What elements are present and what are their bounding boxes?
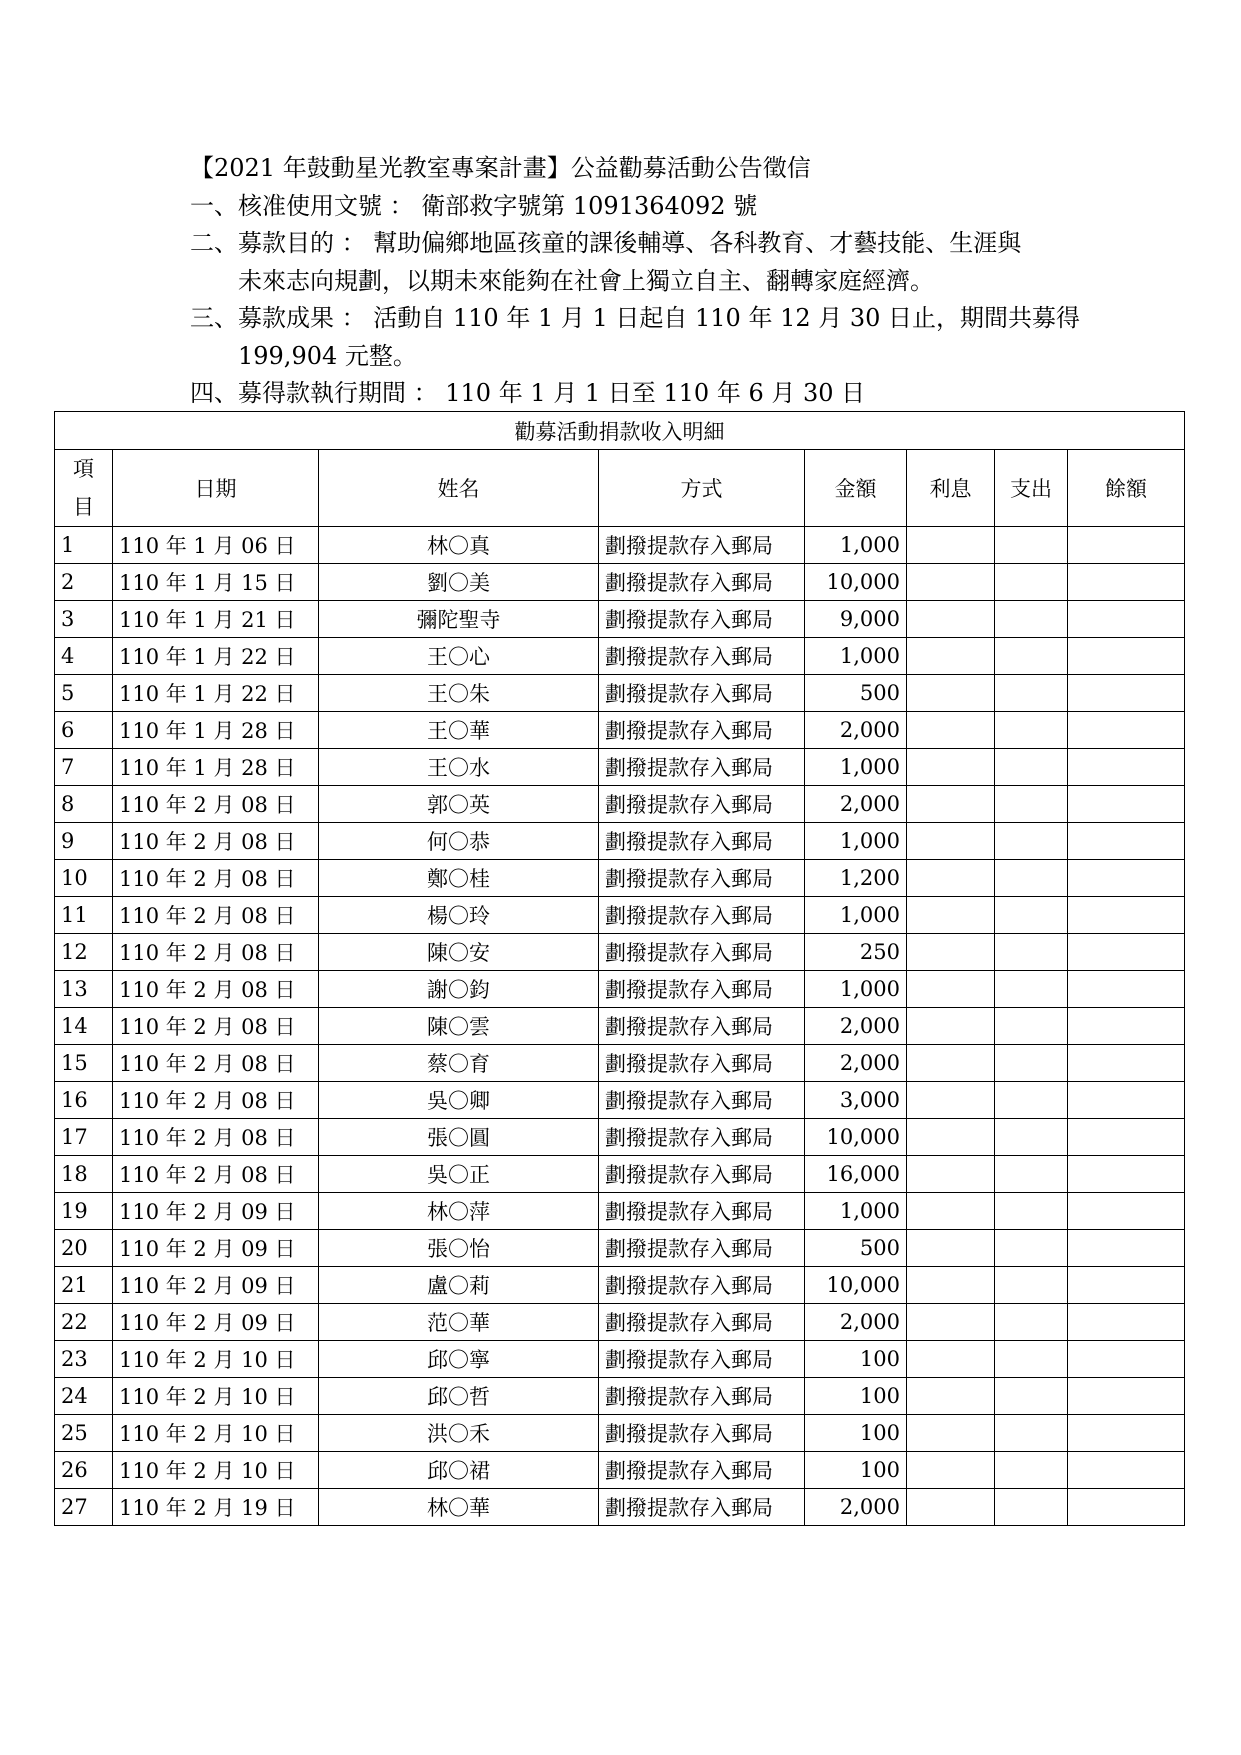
cell-item-number: 18 xyxy=(55,1156,113,1193)
cell-method: 劃撥提款存入郵局 xyxy=(599,1156,805,1193)
cell-donor-name: 張〇圓 xyxy=(319,1119,599,1156)
cell-balance xyxy=(1068,1489,1185,1526)
header-expense: 支出 xyxy=(995,450,1068,527)
cell-balance xyxy=(1068,1193,1185,1230)
cell-item-number: 17 xyxy=(55,1119,113,1156)
cell-date: 110 年 2 月 09 日 xyxy=(113,1193,319,1230)
cell-balance xyxy=(1068,601,1185,638)
cell-expense xyxy=(995,860,1068,897)
cell-method: 劃撥提款存入郵局 xyxy=(599,564,805,601)
table-row xyxy=(55,1304,1185,1341)
cell-interest xyxy=(907,860,995,897)
cell-expense xyxy=(995,934,1068,971)
cell-interest xyxy=(907,897,995,934)
cell-expense xyxy=(995,749,1068,786)
cell-amount: 2,000 xyxy=(805,1304,907,1341)
header-item-line1: 項 xyxy=(73,457,94,481)
table-row xyxy=(55,638,1185,675)
table-row xyxy=(55,897,1185,934)
table-caption: 勸募活動捐款收入明細 xyxy=(55,412,1185,450)
cell-method: 劃撥提款存入郵局 xyxy=(599,712,805,749)
purpose-line: 二、募款目的 ： 幫助偏鄉地區孩童的課後輔導、各科教育、才藝技能、生涯與 xyxy=(190,229,1022,257)
cell-expense xyxy=(995,1119,1068,1156)
table-row xyxy=(55,1008,1185,1045)
cell-item-number: 8 xyxy=(55,786,113,823)
cell-method: 劃撥提款存入郵局 xyxy=(599,1452,805,1489)
cell-amount: 250 xyxy=(805,934,907,971)
cell-amount: 10,000 xyxy=(805,564,907,601)
cell-amount: 1,000 xyxy=(805,527,907,564)
cell-interest xyxy=(907,749,995,786)
cell-method: 劃撥提款存入郵局 xyxy=(599,934,805,971)
cell-balance xyxy=(1068,971,1185,1008)
cell-amount: 1,000 xyxy=(805,749,907,786)
cell-method: 劃撥提款存入郵局 xyxy=(599,675,805,712)
donation-income-table xyxy=(54,411,1185,1526)
cell-donor-name: 吳〇正 xyxy=(319,1156,599,1193)
cell-item-number: 14 xyxy=(55,1008,113,1045)
cell-balance xyxy=(1068,1156,1185,1193)
cell-date: 110 年 2 月 09 日 xyxy=(113,1304,319,1341)
cell-expense xyxy=(995,1193,1068,1230)
cell-interest xyxy=(907,712,995,749)
cell-interest xyxy=(907,1156,995,1193)
cell-item-number: 9 xyxy=(55,823,113,860)
cell-amount: 100 xyxy=(805,1378,907,1415)
cell-expense xyxy=(995,1230,1068,1267)
cell-balance xyxy=(1068,1267,1185,1304)
header-method: 方式 xyxy=(599,450,805,527)
cell-balance xyxy=(1068,749,1185,786)
cell-donor-name: 林〇萍 xyxy=(319,1193,599,1230)
cell-donor-name: 邱〇裙 xyxy=(319,1452,599,1489)
cell-balance xyxy=(1068,1008,1185,1045)
header-date: 日期 xyxy=(113,450,319,527)
cell-date: 110 年 2 月 08 日 xyxy=(113,934,319,971)
cell-date: 110 年 2 月 09 日 xyxy=(113,1230,319,1267)
cell-method: 劃撥提款存入郵局 xyxy=(599,971,805,1008)
cell-amount: 3,000 xyxy=(805,1082,907,1119)
cell-amount: 16,000 xyxy=(805,1156,907,1193)
cell-balance xyxy=(1068,564,1185,601)
cell-interest xyxy=(907,564,995,601)
cell-date: 110 年 1 月 28 日 xyxy=(113,712,319,749)
cell-amount: 500 xyxy=(805,675,907,712)
table-body xyxy=(55,527,1185,1526)
cell-item-number: 16 xyxy=(55,1082,113,1119)
cell-expense xyxy=(995,1452,1068,1489)
cell-interest xyxy=(907,1489,995,1526)
cell-item-number: 19 xyxy=(55,1193,113,1230)
cell-date: 110 年 1 月 22 日 xyxy=(113,675,319,712)
cell-item-number: 3 xyxy=(55,601,113,638)
cell-balance xyxy=(1068,860,1185,897)
notice-title: 【2021 年鼓動星光教室專案計畫】公益勸募活動公告徵信 xyxy=(190,154,811,182)
cell-method: 劃撥提款存入郵局 xyxy=(599,1045,805,1082)
cell-method: 劃撥提款存入郵局 xyxy=(599,1082,805,1119)
cell-donor-name: 郭〇英 xyxy=(319,786,599,823)
table-row xyxy=(55,1489,1185,1526)
cell-donor-name: 楊〇玲 xyxy=(319,897,599,934)
cell-date: 110 年 2 月 08 日 xyxy=(113,860,319,897)
cell-method: 劃撥提款存入郵局 xyxy=(599,1008,805,1045)
cell-expense xyxy=(995,1378,1068,1415)
cell-amount: 2,000 xyxy=(805,1489,907,1526)
cell-date: 110 年 1 月 28 日 xyxy=(113,749,319,786)
cell-balance xyxy=(1068,1082,1185,1119)
table-row xyxy=(55,527,1185,564)
cell-amount: 1,000 xyxy=(805,897,907,934)
table-row xyxy=(55,1267,1185,1304)
cell-expense xyxy=(995,1008,1068,1045)
cell-expense xyxy=(995,897,1068,934)
cell-donor-name: 王〇華 xyxy=(319,712,599,749)
cell-balance xyxy=(1068,1378,1185,1415)
cell-balance xyxy=(1068,675,1185,712)
cell-donor-name: 陳〇安 xyxy=(319,934,599,971)
cell-expense xyxy=(995,1045,1068,1082)
cell-expense xyxy=(995,1082,1068,1119)
cell-balance xyxy=(1068,897,1185,934)
cell-amount: 2,000 xyxy=(805,786,907,823)
table-row xyxy=(55,1415,1185,1452)
cell-item-number: 13 xyxy=(55,971,113,1008)
cell-method: 劃撥提款存入郵局 xyxy=(599,1119,805,1156)
cell-expense xyxy=(995,786,1068,823)
cell-amount: 100 xyxy=(805,1341,907,1378)
cell-date: 110 年 2 月 10 日 xyxy=(113,1378,319,1415)
cell-item-number: 27 xyxy=(55,1489,113,1526)
cell-item-number: 21 xyxy=(55,1267,113,1304)
cell-interest xyxy=(907,1045,995,1082)
table-row xyxy=(55,601,1185,638)
cell-donor-name: 吳〇卿 xyxy=(319,1082,599,1119)
cell-amount: 9,000 xyxy=(805,601,907,638)
cell-method: 劃撥提款存入郵局 xyxy=(599,1378,805,1415)
cell-date: 110 年 2 月 10 日 xyxy=(113,1452,319,1489)
table-row xyxy=(55,971,1185,1008)
cell-method: 劃撥提款存入郵局 xyxy=(599,527,805,564)
cell-date: 110 年 2 月 09 日 xyxy=(113,1267,319,1304)
cell-item-number: 11 xyxy=(55,897,113,934)
cell-interest xyxy=(907,1378,995,1415)
cell-interest xyxy=(907,1193,995,1230)
cell-method: 劃撥提款存入郵局 xyxy=(599,749,805,786)
cell-date: 110 年 1 月 15 日 xyxy=(113,564,319,601)
cell-balance xyxy=(1068,1045,1185,1082)
header-interest: 利息 xyxy=(907,450,995,527)
cell-interest xyxy=(907,1304,995,1341)
header-balance: 餘額 xyxy=(1068,450,1185,527)
table-row xyxy=(55,860,1185,897)
table-row xyxy=(55,675,1185,712)
table-row xyxy=(55,1119,1185,1156)
cell-donor-name: 彌陀聖寺 xyxy=(319,601,599,638)
cell-method: 劃撥提款存入郵局 xyxy=(599,786,805,823)
header-amount: 金額 xyxy=(805,450,907,527)
cell-balance xyxy=(1068,786,1185,823)
cell-balance xyxy=(1068,1415,1185,1452)
cell-date: 110 年 1 月 06 日 xyxy=(113,527,319,564)
cell-item-number: 23 xyxy=(55,1341,113,1378)
cell-date: 110 年 2 月 08 日 xyxy=(113,1045,319,1082)
cell-expense xyxy=(995,527,1068,564)
header-name: 姓名 xyxy=(319,450,599,527)
cell-donor-name: 范〇華 xyxy=(319,1304,599,1341)
cell-item-number: 22 xyxy=(55,1304,113,1341)
cell-method: 劃撥提款存入郵局 xyxy=(599,1304,805,1341)
cell-item-number: 1 xyxy=(55,527,113,564)
cell-interest xyxy=(907,1452,995,1489)
cell-donor-name: 何〇恭 xyxy=(319,823,599,860)
cell-date: 110 年 2 月 08 日 xyxy=(113,786,319,823)
cell-donor-name: 鄭〇桂 xyxy=(319,860,599,897)
purpose-line-continued: 未來志向規劃，以期未來能夠在社會上獨立自主、翻轉家庭經濟。 xyxy=(238,266,934,295)
cell-item-number: 25 xyxy=(55,1415,113,1452)
table-row xyxy=(55,1452,1185,1489)
cell-amount: 10,000 xyxy=(805,1119,907,1156)
cell-interest xyxy=(907,1341,995,1378)
cell-expense xyxy=(995,1415,1068,1452)
cell-interest xyxy=(907,1415,995,1452)
cell-method: 劃撥提款存入郵局 xyxy=(599,1230,805,1267)
cell-donor-name: 張〇怡 xyxy=(319,1230,599,1267)
cell-amount: 100 xyxy=(805,1452,907,1489)
cell-amount: 500 xyxy=(805,1230,907,1267)
cell-donor-name: 盧〇莉 xyxy=(319,1267,599,1304)
table-row xyxy=(55,712,1185,749)
cell-item-number: 20 xyxy=(55,1230,113,1267)
cell-donor-name: 洪〇禾 xyxy=(319,1415,599,1452)
cell-balance xyxy=(1068,712,1185,749)
cell-method: 劃撥提款存入郵局 xyxy=(599,897,805,934)
cell-date: 110 年 2 月 08 日 xyxy=(113,897,319,934)
cell-date: 110 年 2 月 19 日 xyxy=(113,1489,319,1526)
cell-donor-name: 蔡〇育 xyxy=(319,1045,599,1082)
cell-balance xyxy=(1068,823,1185,860)
cell-expense xyxy=(995,1267,1068,1304)
cell-date: 110 年 2 月 08 日 xyxy=(113,1156,319,1193)
cell-interest xyxy=(907,786,995,823)
cell-expense xyxy=(995,1489,1068,1526)
header-item xyxy=(55,450,113,527)
cell-donor-name: 邱〇哲 xyxy=(319,1378,599,1415)
notice-section xyxy=(190,150,1081,413)
cell-balance xyxy=(1068,1230,1185,1267)
cell-item-number: 15 xyxy=(55,1045,113,1082)
table-row xyxy=(55,1082,1185,1119)
cell-expense xyxy=(995,1156,1068,1193)
cell-interest xyxy=(907,675,995,712)
cell-amount: 1,000 xyxy=(805,823,907,860)
execution-period-line: 四、募得款執行期間 ： 110 年 1 月 1 日至 110 年 6 月 30 日 xyxy=(190,379,866,407)
cell-interest xyxy=(907,638,995,675)
cell-donor-name: 劉〇美 xyxy=(319,564,599,601)
cell-balance xyxy=(1068,527,1185,564)
cell-expense xyxy=(995,1341,1068,1378)
cell-interest xyxy=(907,971,995,1008)
cell-expense xyxy=(995,823,1068,860)
cell-item-number: 7 xyxy=(55,749,113,786)
cell-interest xyxy=(907,1008,995,1045)
cell-balance xyxy=(1068,1452,1185,1489)
table-row xyxy=(55,786,1185,823)
cell-donor-name: 林〇真 xyxy=(319,527,599,564)
cell-expense xyxy=(995,675,1068,712)
cell-date: 110 年 2 月 10 日 xyxy=(113,1341,319,1378)
cell-amount: 1,000 xyxy=(805,638,907,675)
cell-expense xyxy=(995,564,1068,601)
cell-interest xyxy=(907,527,995,564)
cell-interest xyxy=(907,1267,995,1304)
cell-method: 劃撥提款存入郵局 xyxy=(599,601,805,638)
cell-amount: 1,000 xyxy=(805,1193,907,1230)
cell-donor-name: 林〇華 xyxy=(319,1489,599,1526)
cell-interest xyxy=(907,601,995,638)
cell-method: 劃撥提款存入郵局 xyxy=(599,860,805,897)
cell-amount: 10,000 xyxy=(805,1267,907,1304)
table-row xyxy=(55,1378,1185,1415)
cell-amount: 2,000 xyxy=(805,1008,907,1045)
cell-expense xyxy=(995,1304,1068,1341)
cell-method: 劃撥提款存入郵局 xyxy=(599,1489,805,1526)
cell-method: 劃撥提款存入郵局 xyxy=(599,1267,805,1304)
table-row xyxy=(55,823,1185,860)
cell-date: 110 年 2 月 08 日 xyxy=(113,1082,319,1119)
cell-interest xyxy=(907,1082,995,1119)
cell-expense xyxy=(995,638,1068,675)
cell-date: 110 年 1 月 21 日 xyxy=(113,601,319,638)
cell-method: 劃撥提款存入郵局 xyxy=(599,1193,805,1230)
header-item-line2: 目 xyxy=(73,495,94,519)
cell-date: 110 年 2 月 08 日 xyxy=(113,1008,319,1045)
cell-date: 110 年 2 月 08 日 xyxy=(113,1119,319,1156)
result-line: 三、募款成果 ： 活動自 110 年 1 月 1 日起自 110 年 12 月 30 日止，期間共募得 xyxy=(190,304,1081,332)
table-row xyxy=(55,1156,1185,1193)
cell-balance xyxy=(1068,1119,1185,1156)
table-header-row xyxy=(55,450,1185,527)
cell-donor-name: 王〇水 xyxy=(319,749,599,786)
cell-amount: 1,200 xyxy=(805,860,907,897)
cell-item-number: 4 xyxy=(55,638,113,675)
cell-date: 110 年 2 月 10 日 xyxy=(113,1415,319,1452)
cell-donor-name: 王〇朱 xyxy=(319,675,599,712)
table-row xyxy=(55,1045,1185,1082)
cell-interest xyxy=(907,823,995,860)
cell-donor-name: 邱〇寧 xyxy=(319,1341,599,1378)
cell-item-number: 10 xyxy=(55,860,113,897)
table-row xyxy=(55,1341,1185,1378)
cell-item-number: 12 xyxy=(55,934,113,971)
cell-balance xyxy=(1068,1304,1185,1341)
cell-amount: 2,000 xyxy=(805,1045,907,1082)
table-row xyxy=(55,564,1185,601)
cell-donor-name: 王〇心 xyxy=(319,638,599,675)
cell-amount: 2,000 xyxy=(805,712,907,749)
cell-method: 劃撥提款存入郵局 xyxy=(599,823,805,860)
table-row xyxy=(55,749,1185,786)
table-row xyxy=(55,1230,1185,1267)
cell-balance xyxy=(1068,934,1185,971)
cell-interest xyxy=(907,1119,995,1156)
table-row xyxy=(55,1193,1185,1230)
cell-balance xyxy=(1068,1341,1185,1378)
cell-item-number: 6 xyxy=(55,712,113,749)
cell-interest xyxy=(907,1230,995,1267)
cell-amount: 100 xyxy=(805,1415,907,1452)
cell-method: 劃撥提款存入郵局 xyxy=(599,638,805,675)
table-caption-row xyxy=(55,412,1185,450)
cell-expense xyxy=(995,712,1068,749)
cell-interest xyxy=(907,934,995,971)
cell-method: 劃撥提款存入郵局 xyxy=(599,1415,805,1452)
table-row xyxy=(55,934,1185,971)
result-line-continued: 199,904 元整。 xyxy=(238,341,417,370)
cell-item-number: 2 xyxy=(55,564,113,601)
cell-item-number: 24 xyxy=(55,1378,113,1415)
cell-item-number: 26 xyxy=(55,1452,113,1489)
cell-date: 110 年 2 月 08 日 xyxy=(113,971,319,1008)
cell-date: 110 年 2 月 08 日 xyxy=(113,823,319,860)
cell-balance xyxy=(1068,638,1185,675)
cell-expense xyxy=(995,971,1068,1008)
cell-amount: 1,000 xyxy=(805,971,907,1008)
cell-donor-name: 謝〇鈞 xyxy=(319,971,599,1008)
cell-donor-name: 陳〇雲 xyxy=(319,1008,599,1045)
cell-item-number: 5 xyxy=(55,675,113,712)
approval-number-line: 一、核准使用文號 ： 衛部救字號第 1091364092 號 xyxy=(190,191,758,220)
cell-method: 劃撥提款存入郵局 xyxy=(599,1341,805,1378)
cell-expense xyxy=(995,601,1068,638)
cell-date: 110 年 1 月 22 日 xyxy=(113,638,319,675)
